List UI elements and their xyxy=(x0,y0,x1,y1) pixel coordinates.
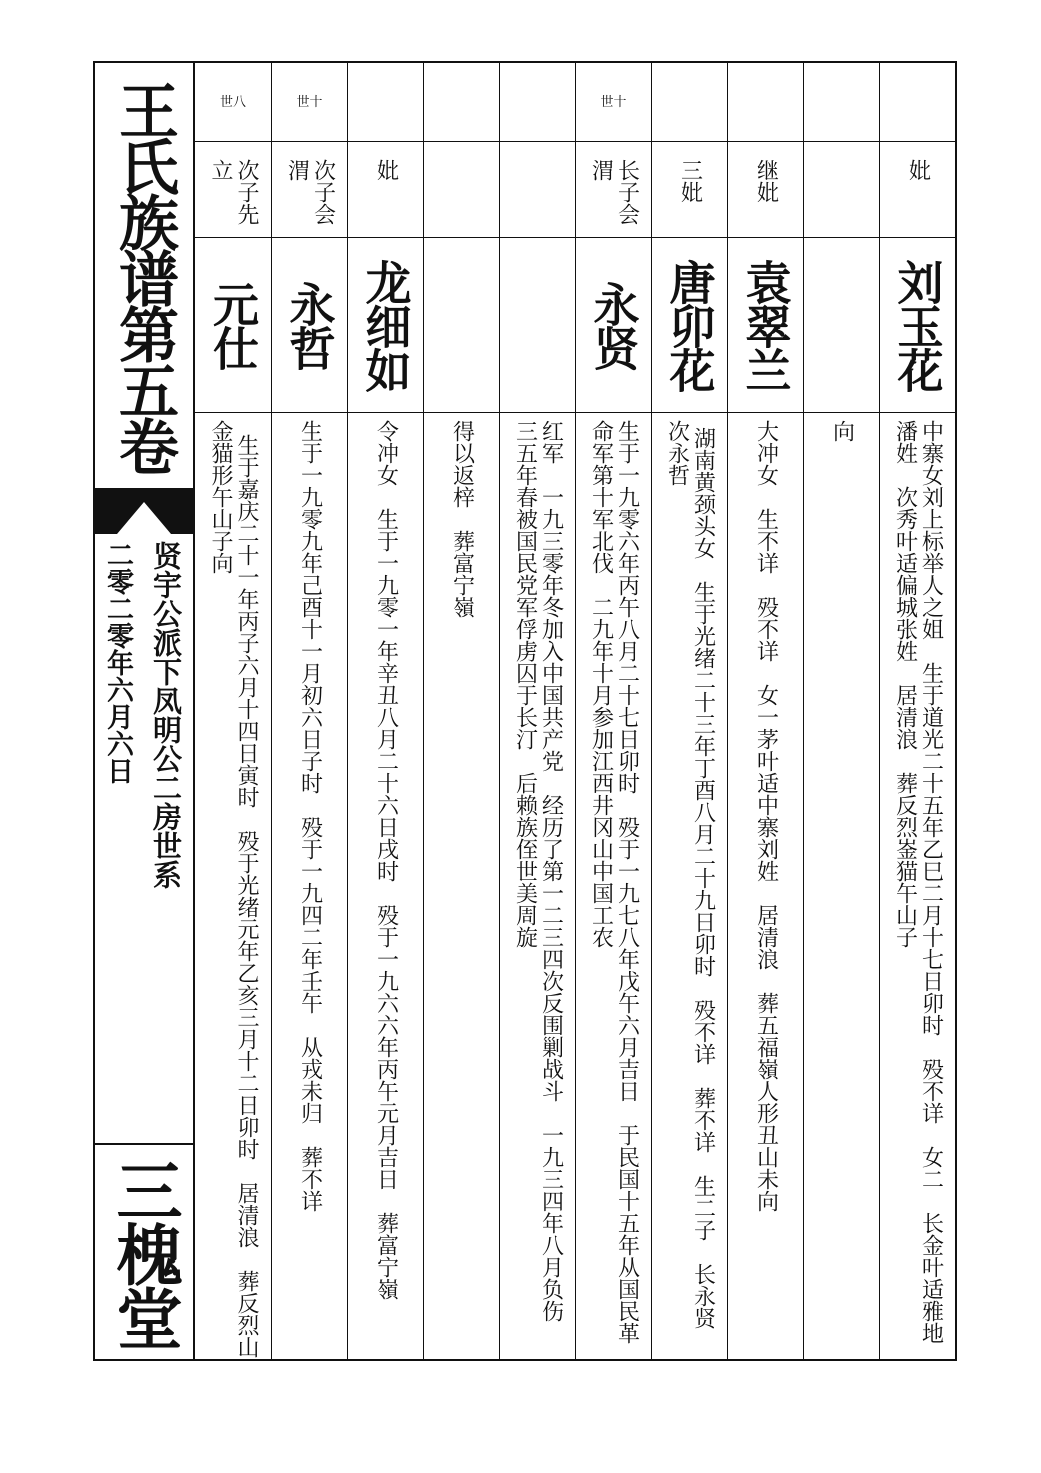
relation-label: 次子先立 xyxy=(208,159,259,225)
compile-date: 二零二零年六月六日 xyxy=(102,541,133,784)
generation-label xyxy=(880,63,955,141)
generation-label xyxy=(804,63,879,141)
relation-label: 妣 xyxy=(373,159,399,181)
person-name: 刘玉花 xyxy=(890,258,945,391)
entry-column xyxy=(271,63,347,1359)
relation-label: 三妣 xyxy=(677,159,703,203)
biography-text: 向 xyxy=(829,420,855,442)
generation-label xyxy=(424,63,499,141)
genealogy-page xyxy=(93,61,957,1361)
biography-text: 生于嘉庆二十一年丙子六月十四日寅时 殁于光绪元年乙亥三月十二日卯时 居清浪 葬反烈山金猫形午山子向 xyxy=(208,420,259,1358)
person-name: 袁翠兰 xyxy=(738,258,793,391)
hall-name: 三槐堂 xyxy=(105,1157,183,1349)
entry-column xyxy=(499,63,575,1359)
biography-text: 湖南黄颈头女 生于光绪二十三年丁酉八月二十九日卯时 殁不详 葬不详 生二子 长永贤 次永哲 xyxy=(664,420,716,1351)
entry-column xyxy=(423,63,499,1359)
entry-column xyxy=(803,63,879,1359)
biography-text: 令冲女 生于一九零一年辛丑八月二十六日戌时 殁于一九六六年丙午元月吉日 葬富宁嶺 xyxy=(373,420,399,1300)
person-name: 元仕 xyxy=(206,280,260,369)
entry-column xyxy=(879,63,955,1359)
biography-text: 生于一九零六年丙午八月二十七日卯时 殁于一九七八年戊午六月吉日 于民国十五年从国民革命军第十军北伐 二九年十月参加江西井冈山中国工农 xyxy=(588,420,640,1344)
biography-text: 中寨女刘上标举人之姐 生于道光二十五年乙巳二月十七日卯时 殁不详 女二 长金叶适雅地潘姓 次秀叶适偏城张姓 居清浪 葬反烈崟猫午山子 xyxy=(892,420,944,1344)
entry-column xyxy=(651,63,727,1359)
person-name: 永哲 xyxy=(282,280,337,369)
banner-divider xyxy=(95,488,193,534)
biography-text: 红军 一九三零年冬加入中国共产党 经历了第一二三四次反围剿战斗 一九三四年八月负伤 三五年春被国民党军俘虏囚于长汀 后赖族侄世美周旋 xyxy=(512,420,564,1344)
person-name: 唐卯花 xyxy=(662,258,717,391)
biography-text: 生于一九零九年己酉十一月初六日子时 殁于一九四二年壬午 从戎未归 葬不详 xyxy=(297,420,323,1212)
generation-label xyxy=(652,63,727,141)
relation-label: 长子会渭 xyxy=(588,159,640,225)
entry-column xyxy=(727,63,803,1359)
biography-text: 大冲女 生不详 殁不详 女一茅叶适中寨刘姓 居清浪 葬五福嶺人形丑山未向 xyxy=(753,420,779,1212)
biography-text: 得以返梓 葬富宁嶺 xyxy=(449,420,475,618)
generation-label: 世八 xyxy=(219,95,246,110)
entry-column xyxy=(575,63,651,1359)
relation-label: 次子会渭 xyxy=(284,159,336,225)
person-name: 龙细如 xyxy=(358,258,413,391)
generation-label xyxy=(348,63,423,141)
book-title: 王氏族谱第五卷 xyxy=(109,79,179,472)
relation-label: 继妣 xyxy=(753,159,779,203)
generation-label xyxy=(728,63,803,141)
relation-label: 妣 xyxy=(905,159,931,181)
generation-label: 世十 xyxy=(600,95,627,110)
generation-label xyxy=(500,63,575,141)
title-band xyxy=(95,63,195,1359)
lineage-subtitle: 贤宇公派下凤明公二房世系 xyxy=(149,541,183,889)
person-name: 永贤 xyxy=(586,280,641,369)
entry-column xyxy=(195,63,271,1359)
generation-label: 世十 xyxy=(296,95,323,110)
entry-column xyxy=(347,63,423,1359)
banner-notch-icon xyxy=(117,502,171,534)
entry-columns xyxy=(195,63,955,1359)
